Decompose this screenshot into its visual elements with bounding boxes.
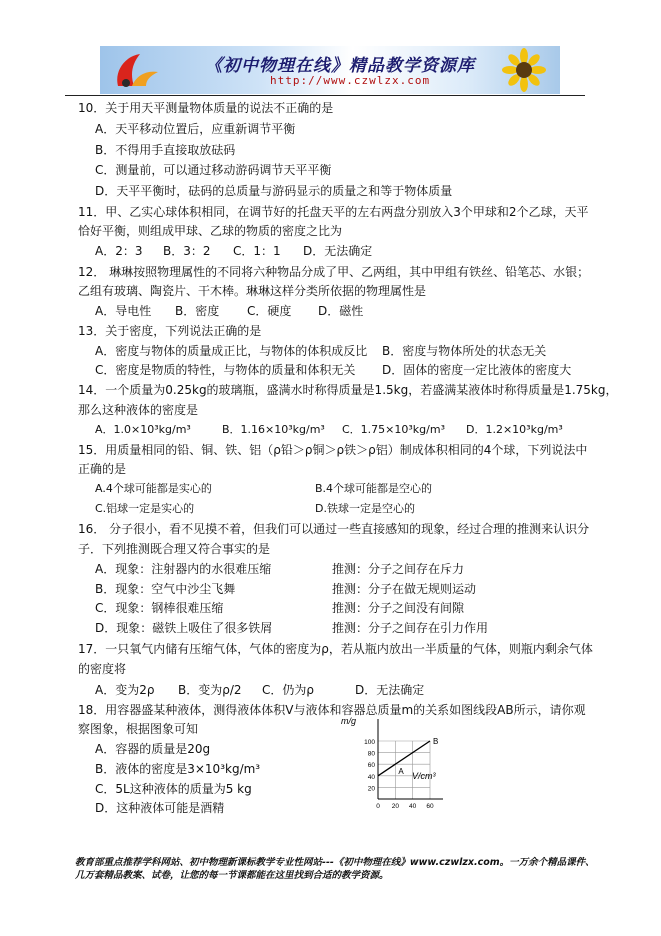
q14-option-b: B．1.16×10³kg/m³ [222,423,325,436]
q17-option-c: C．仍为ρ [262,683,314,697]
x-tick-label: 20 [391,803,399,810]
q13-stem: 13．关于密度，下列说法正确的是 [78,324,262,338]
q16-option-d-inference: 推测：分子之间存在引力作用 [332,621,489,635]
header-banner [100,46,560,94]
q13-option-c: C．密度是物质的特性，与物体的质量和体积无关 [95,363,356,377]
point-label-a: A [398,767,404,777]
footer-line2: 几万套精品教案、试卷，让您的每一节课都能在这里找到合适的教学资源。 [75,870,389,881]
y-tick-label: 80 [367,750,375,758]
q15-option-c: C.铝球一定是实心的 [95,502,195,515]
footer-line1: 教育部重点推荐学科网站、初中物理新课标教学专业性网站---《初中物理在线》www.czwlzx.com。一万余个精品课件、 [75,857,595,868]
q13-option-a: A．密度与物体的质量成正比，与物体的体积成反比 [95,344,368,358]
q15-option-a: A.4个球可能都是实心的 [95,482,212,495]
q11-stem-line2: 恰好平衡，则组成甲球、乙球的物质的密度之比为 [78,224,343,238]
q12-option-b: B．密度 [175,304,220,318]
q17-option-d: D．无法确定 [355,683,425,697]
q15-stem-line2: 正确的是 [78,462,127,476]
q10-option-c: C．测量前，可以通过移动游码调节天平平衡 [95,163,332,177]
q11-option-d: D．无法确定 [303,244,373,258]
y-tick-label: 40 [367,773,375,781]
q17-option-b: B．变为ρ/2 [178,683,242,697]
q15-option-b: B.4个球可能都是空心的 [315,482,433,495]
q14-stem-line1: 14．一个质量为0.25kg的玻璃瓶，盛满水时称得质量是1.5kg，若盛满某液体时称得质量是1.75kg， [78,383,618,397]
x-tick-label: 0 [376,803,380,810]
logo-icon [106,50,166,90]
q12-option-c: C．硬度 [247,304,292,318]
q14-option-a: A．1.0×10³kg/m³ [95,423,191,436]
header-title: 《初中物理在线》精品教学资源库 [205,56,475,76]
q11-stem-line1: 11．甲、乙实心球体积相同，在调节好的托盘天平的左右两盘分别放入3个甲球和2个乙球，天平 [78,205,589,219]
q11-option-a: A．2：3 [95,244,143,258]
q17-stem-line1: 17．一只氧气内储有压缩气体，气体的密度为ρ，若从瓶内放出一半质量的气体，则瓶内剩余气体 [78,642,593,656]
q15-option-d: D.铁球一定是空心的 [315,502,415,515]
q13-option-b: B．密度与物体所处的状态无关 [382,344,547,358]
q11-option-b: B．3：2 [163,244,211,258]
x-axis-label: V/cm³ [412,771,436,781]
q16-option-c-phenomenon: C．现象：钢棒很难压缩 [95,601,224,615]
q14-option-c: C．1.75×10³kg/m³ [342,423,445,436]
q18-stem-line1: 18．用容器盛某种液体，测得液体体积V与液体和容器总质量m的关系如图线段AB所示，请你观 [78,703,586,717]
q18-mass-volume-chart [340,715,445,813]
q18-option-c: C．5L这种液体的质量为5 kg [95,782,252,796]
q16-stem-line1: 16． 分子很小，看不见摸不着，但我们可以通过一些直接感知的现象，经过合理的推测来认识分 [78,522,590,536]
q18-stem-line2: 察图象，根据图象可知 [78,722,199,736]
y-axis-label: m/g [341,716,357,726]
q14-option-d: D．1.2×10³kg/m³ [466,423,563,436]
q16-option-b-inference: 推测：分子在做无规则运动 [332,582,477,596]
q16-option-a-phenomenon: A．现象：注射器内的水很难压缩 [95,562,272,576]
q16-option-d-phenomenon: D．现象：磁铁上吸住了很多铁屑 [95,621,273,635]
sunflower-icon [494,48,554,92]
q16-option-c-inference: 推测：分子之间没有间隙 [332,601,465,615]
q16-option-b-phenomenon: B．现象：空气中沙尘飞舞 [95,582,236,596]
y-tick-label: 60 [367,762,375,770]
y-tick-label: 20 [367,785,375,793]
y-tick-label: 100 [364,739,375,746]
q12-stem-line2: 乙组有玻璃、陶瓷片、干木棒。琳琳这样分类所依据的物理属性是 [78,284,427,298]
q16-option-a-inference: 推测：分子之间存在斥力 [332,562,465,576]
q16-stem-line2: 子．下列推测既合理又符合事实的是 [78,542,271,556]
header-url[interactable]: http://www.czwlzx.com [270,74,431,87]
q18-option-b: B．液体的密度是3×10³kg/m³ [95,762,261,776]
q13-option-d: D．固体的密度一定比液体的密度大 [382,363,572,377]
q12-option-d: D．磁性 [318,304,364,318]
header-divider [65,95,585,96]
q17-option-a: A．变为2ρ [95,683,155,697]
q10-stem: 10．关于用天平测量物体质量的说法不正确的是 [78,101,334,115]
x-tick-label: 40 [409,803,417,810]
q10-option-d: D．天平平衡时，砝码的总质量与游码显示的质量之和等于物体质量 [95,184,453,198]
point-label-b: B [433,737,439,746]
q11-option-c: C．1：1 [233,244,281,258]
x-tick-label: 60 [426,803,434,810]
q18-option-a: A．容器的质量是20g [95,742,211,756]
q10-option-b: B．不得用手直接取放砝码 [95,143,236,157]
q14-stem-line2: 那么这种液体的密度是 [78,403,199,417]
q12-stem-line1: 12． 琳琳按照物理属性的不同将六种物品分成了甲、乙两组，其中甲组有铁丝、铅笔芯、水银； [78,265,590,279]
q18-option-d: D．这种液体可能是酒精 [95,801,225,815]
q17-stem-line2: 的密度将 [78,662,127,676]
q10-option-a: A．天平移动位置后，应重新调节平衡 [95,122,296,136]
q12-option-a: A．导电性 [95,304,152,318]
q15-stem-line1: 15．用质量相同的铅、铜、铁、铝（ρ铅＞ρ铜＞ρ铁＞ρ铝）制成体积相同的4个球，下列说法中 [78,443,588,457]
